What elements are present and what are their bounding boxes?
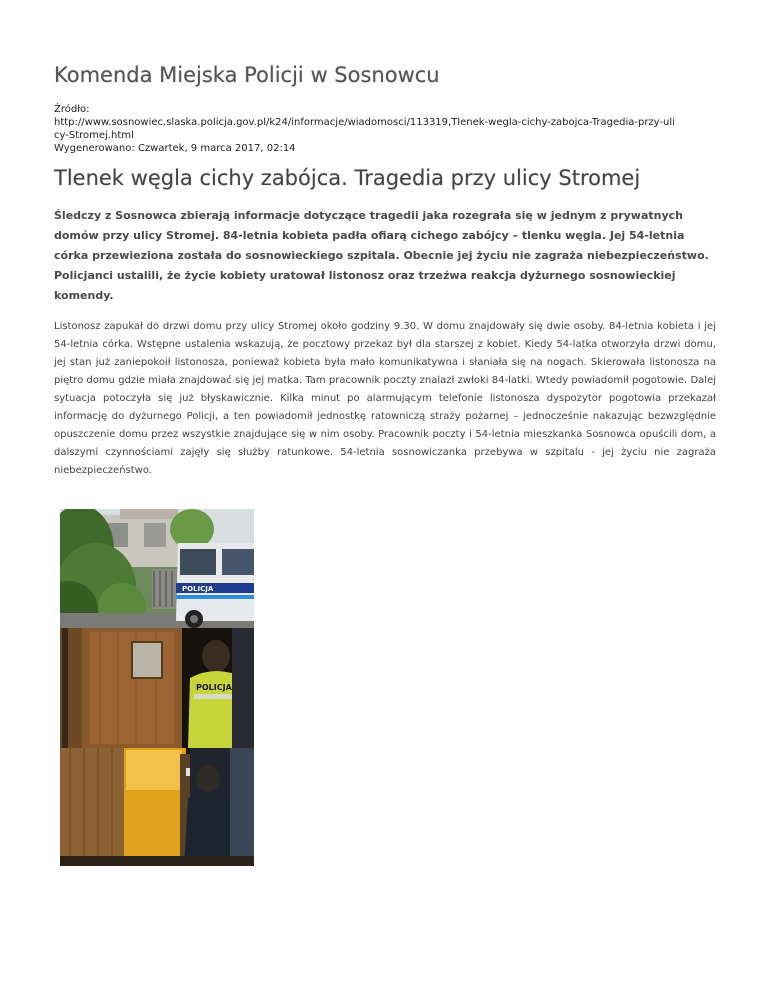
photo-interior-policeman [60,748,254,866]
article-body: Listonosz zapukał do drzwi domu przy ulicy Stromej około godziny 9.30. W domu znajdowały się dwie osoby. 84-letnia kobieta i jej 54-letnia córka. Wstępne ustalenia wskazują, że pocztowy przekaz był dla starszej z kobiet. Kiedy 54-latka otworzyła drzwi domu, jej stan już zaniepokoił listonosza, ponieważ kobieta była mało komunikatywna i słaniała się na nogach. Skierowała listonosza na piętro domu gdzie miała znajdować się jej matka. Tam pracownik poczty znalazł zwłoki 84-latki. Wtedy powiadomił pogotowie. Dalej sytuacja potoczyła się już błyskawicznie. Kilka minut po alarmującym telefonie listonosza dyspozytor pogotowia przekazał informację do dyżurnego Policji, a ten powiadomił jednostkę ratowniczą straży pożarnej – jednocześnie nakazując bezwzględnie opuszczenie domu przez wszystkie znajdujące się w nim osoby. Pracownik poczty i 54-letnia mieszkanka Sosnowca opuścili dom, a dalszymi czynnościami zajęły się służby ratunkowe. 54-letnia sosnowiczanka przebywa w szpitalu - jej życiu nie zagraża niebezpieczeństwo. [54,321,716,476]
van-police-text: POLICJA [182,585,214,593]
photo-police-van [60,509,254,628]
generated-date: Wygenerowano: Czwartek, 9 marca 2017, 02:14 [54,143,296,154]
source-label: Źródło: [54,104,90,115]
source-url-line-1[interactable]: http://www.sosnowiec.slaska.policja.gov.pl/k24/informacje/wiadomosci/113319,Tlenek-wegla-cichy-zabojca-Tragedia-przy-uli [54,117,675,128]
article-title: Tlenek węgla cichy zabójca. Tragedia przy ulicy Stromej [54,166,641,190]
site-title: Komenda Miejska Policji w Sosnowcu [54,63,440,87]
photo-gallery [60,509,254,866]
article-lead: Śledczy z Sosnowca zbierają informacje dotyczące tragedii jaka rozegrała się w jednym z prywatnych domów przy ulicy Stromej. 84-letnia kobieta padła ofiarą cichego zabójcy – tlenku węgla. Jej 54-letnia córka przewieziona została do sosnowieckiego szpitala. Obecnie jej życiu nie zagraża niebezpieczeństwo. Policjanci ustalili, że życie kobiety uratował listonosz oraz trzeźwa reakcja dyżurnego sosnowieckiej komendy. [54,209,709,302]
vest-police-text: POLICJA [196,683,232,692]
source-url-line-2[interactable]: cy-Stromej.html [54,130,134,141]
source-meta [54,103,714,155]
photo-door-policeman [60,628,254,748]
